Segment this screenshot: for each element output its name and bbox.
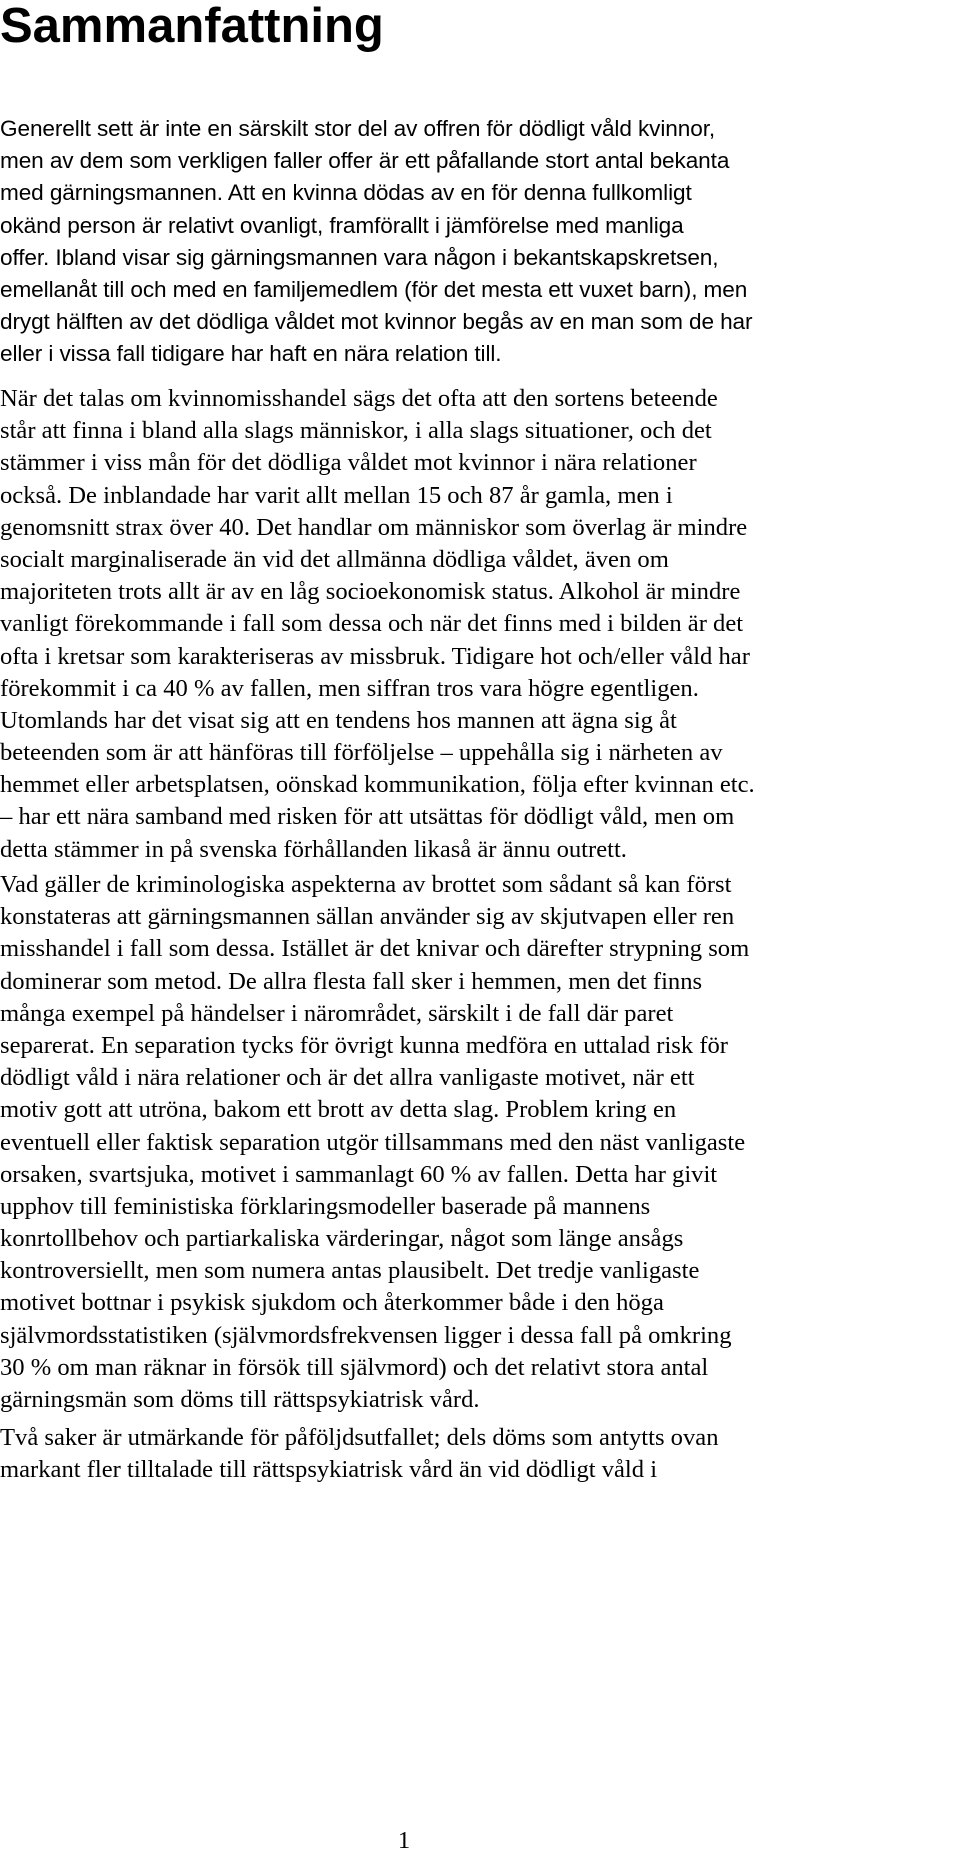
text-line: gärningsmän som döms till rättspsykiatrisk vård.: [0, 1386, 480, 1413]
text-line: separerat. En separation tycks för övrigt kunna medföra en uttalad risk för: [0, 1031, 728, 1059]
text-line: många exempel på händelser i närområdet, särskilt i de fall där paret: [0, 999, 674, 1027]
text-line: kontroversiellt, men som numera antas plausibelt. Det tredje vanligaste: [0, 1257, 700, 1285]
text-line: detta stämmer in på svenska förhållanden likaså är ännu outrett.: [0, 835, 627, 863]
text-line: motiv gott att utröna, bakom ett brott av detta slag. Problem kring en: [0, 1096, 677, 1124]
text-line: självmordsstatistiken (självmordsfrekvensen ligger i dessa fall på omkring: [0, 1321, 732, 1349]
text-line: med gärningsmannen. Att en kvinna dödas av en för denna fullkomligt: [0, 180, 692, 206]
text-line: dominerar som metod. De allra flesta fall sker i hemmen, men det finns: [0, 967, 703, 995]
text-line: drygt hälften av det dödliga våldet mot kvinnor begås av en man som de har: [0, 309, 753, 335]
text-line: beteenden som är att hänföras till förföljelse – uppehålla sig i närheten av: [0, 739, 723, 767]
paragraph-1: [0, 113, 960, 371]
text-line: förekommit i ca 40 % av fallen, men siffran tros vara högre egentligen.: [0, 674, 699, 702]
paragraph-3: [0, 869, 960, 1416]
text-line: Utomlands har det visat sig att en tendens hos mannen att ägna sig åt: [0, 706, 677, 734]
text-line: dödligt våld i nära relationer och är det allra vanligaste motivet, när ett: [0, 1064, 695, 1092]
text-line: Två saker är utmärkande för påföljdsutfallet; dels döms som antytts ovan: [0, 1424, 719, 1451]
text-line: eventuell eller faktisk separation utgör tillsammans med den näst vanligaste: [0, 1128, 746, 1156]
text-line: majoriteten trots allt är av en låg socioekonomisk status. Alkohol är mindre: [0, 578, 741, 606]
paragraph-2: [0, 383, 960, 866]
text-line: eller i vissa fall tidigare har haft en nära relation till.: [0, 341, 502, 367]
text-line: men av dem som verkligen faller offer är ett påfallande stort antal bekanta: [0, 148, 730, 174]
text-line: konrtollbehov och partiarkaliska värderingar, något som länge ansågs: [0, 1225, 684, 1253]
paragraph-4: [0, 1422, 960, 1486]
text-line: – har ett nära samband med risken för att utsättas för dödligt våld, men om: [0, 803, 735, 831]
page-number: 1: [397, 1827, 411, 1854]
text-line: stämmer i viss mån för det dödliga våldet mot kvinnor i nära relationer: [0, 449, 697, 477]
text-line: När det talas om kvinnomisshandel sägs det ofta att den sortens beteende: [0, 385, 718, 412]
text-line: orsaken, svartsjuka, motivet i sammanlagt 60 % av fallen. Detta har givit: [0, 1160, 718, 1188]
text-line: markant fler tilltalade till rättspsykiatrisk vård än vid dödligt våld i: [0, 1456, 658, 1484]
text-line: också. De inblandade har varit allt mellan 15 och 87 år gamla, men i: [0, 481, 673, 509]
text-line: okänd person är relativt ovanligt, framförallt i jämförelse med manliga: [0, 212, 684, 238]
text-line: hemmet eller arbetsplatsen, oönskad kommunikation, följa efter kvinnan etc.: [0, 771, 755, 799]
text-line: Vad gäller de kriminologiska aspekterna av brottet som sådant så kan först: [0, 871, 732, 898]
text-line: står att finna i bland alla slags människor, i alla slags situationer, och det: [0, 417, 712, 445]
text-line: misshandel i fall som dessa. Istället är det knivar och därefter strypning som: [0, 935, 750, 963]
text-line: vanligt förekommande i fall som dessa och när det finns med i bilden är det: [0, 610, 744, 638]
text-line: ofta i kretsar som karakteriseras av missbruk. Tidigare hot och/eller våld har: [0, 642, 750, 670]
text-line: socialt marginaliserade än vid det allmänna dödliga våldet, även om: [0, 545, 669, 573]
page-title: Sammanfattning: [0, 0, 384, 53]
text-line: genomsnitt strax över 40. Det handlar om människor som överlag är mindre: [0, 513, 748, 541]
text-line: Generellt sett är inte en särskilt stor del av offren för dödligt våld kvinnor,: [0, 116, 716, 141]
text-line: 30 % om man räknar in försök till självmord) och det relativt stora antal: [0, 1353, 709, 1381]
text-line: emellanåt till och med en familjemedlem (för det mesta ett vuxet barn), men: [0, 276, 748, 302]
text-line: offer. Ibland visar sig gärningsmannen vara någon i bekantskapskretsen,: [0, 244, 719, 270]
text-line: upphov till feministiska förklaringsmodeller baserade på mannens: [0, 1192, 651, 1220]
text-line: motivet bottnar i psykisk sjukdom och återkommer både i den höga: [0, 1289, 664, 1317]
text-line: konstateras att gärningsmannen sällan använder sig av skjutvapen eller ren: [0, 903, 735, 931]
